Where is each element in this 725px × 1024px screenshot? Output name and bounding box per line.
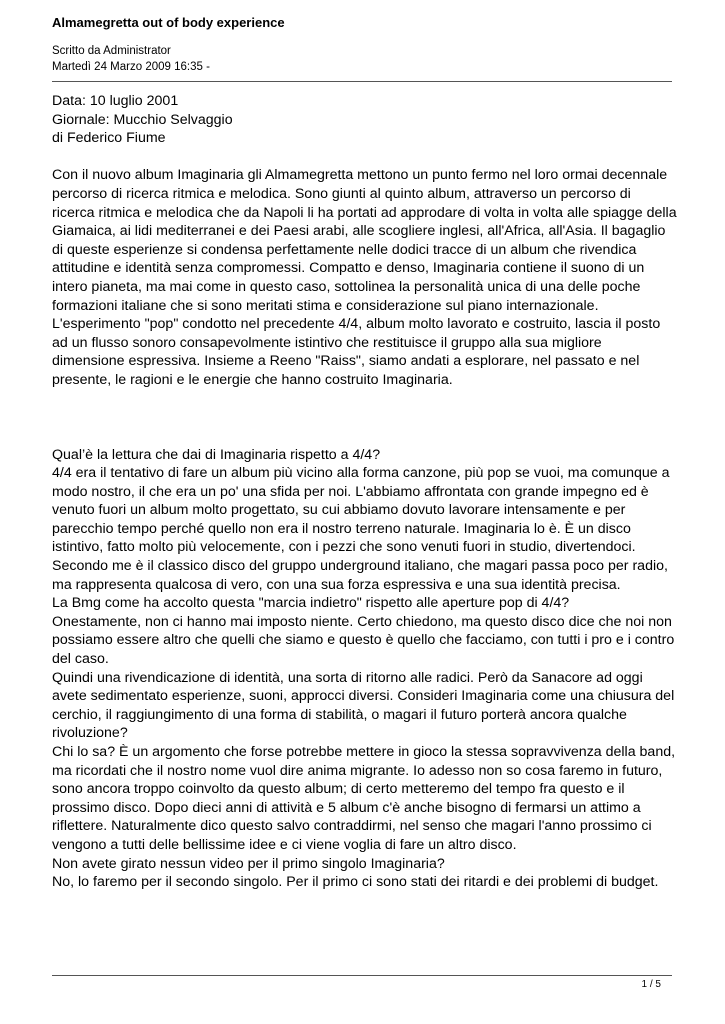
article-body — [52, 92, 677, 892]
article-date: Martedì 24 Marzo 2009 16:35 - — [52, 61, 210, 73]
article-meta — [52, 43, 672, 75]
answer-3: Chi lo sa? È un argomento che forse potrebbe mettere in gioco la stessa sopravvivenza della band, ma ricordati che il nostro nome vuol dire anima migrante. Io adesso non so cosa faremo in futuro, sono ancora troppo coinvolto da questo album; di certo metteremo del tempo fra questo e il prossimo disco. Dopo dieci anni di attività e 5 album c'è anche bisogno di fermarsi un attimo a riflettere. Naturalmente dico questo salvo contraddirmi, nel senso che magari l'anno prossimo ci vengono a tutti delle bellissime idee e ci viene voglia di fare un altro disco. — [52, 744, 676, 853]
intro-journal: Giornale: Mucchio Selvaggio — [52, 111, 233, 128]
section-spacer — [52, 390, 677, 446]
document-header — [52, 14, 672, 75]
intro-author: di Federico Fiume — [52, 130, 166, 147]
article-title: Almamegretta out of body experience — [52, 15, 285, 30]
answer-1: 4/4 era il tentativo di fare un album più vicino alla forma canzone, più pop se vuoi, ma comunque a modo nostro, il che era un po' una sfida per noi. L'abbiamo affrontata con grande impegno ed è venuto fuori un album molto progettato, su cui abbiamo dovuto lavorare intensamente e per parecchio tempo perché quello non era il nostro terreno naturale. Imaginaria lo è. È un disco istintivo, fatto molto più velocemente, con i pezzi che sono venuti fuori in studio, divertendoci. Secondo me è il classico disco del gruppo underground italiano, che magari passa poco per radio, ma rappresenta qualcosa di vero, con una sua forza espressiva e una sua identità precisa. — [52, 465, 670, 593]
header-divider — [52, 81, 672, 82]
answer-2: Onestamente, non ci hanno mai imposto niente. Certo chiedono, ma questo disco dice che noi non possiamo essere altro che quelli che siamo e questo è quello che facciamo, con tutti i pro e i contro del caso. — [52, 613, 675, 668]
question-1: Qual’è la lettura che dai di Imaginaria rispetto a 4/4? — [52, 446, 381, 463]
article-author: Scritto da Administrator — [52, 45, 171, 57]
footer-divider — [52, 975, 672, 976]
intro-date: Data: 10 luglio 2001 — [52, 93, 179, 109]
question-3: Quindi una rivendicazione di identità, una sorta di ritorno alle radici. Però da Sanacore ad oggi avete sedimentato esperienze, suoni, approcci diversi. Consideri Imaginaria come una chiusura del cerchio, il raggiungimento di una forma di stabilità, o magari il futuro porterà ancora qualche rivoluzione? — [52, 669, 675, 742]
lead-paragraph: Con il nuovo album Imaginaria gli Almamegretta mettono un punto fermo nel loro ormai decennale percorso di ricerca ritmica e melodica. Sono giunti al quinto album, attraverso un percorso di ricerca ritmica e melodica che da Napoli li ha portati ad approdare di volta in volta alle spiagge della Giamaica, ai lidi mediterranei e dei Paesi arabi, alle scogliere inglesi, all'Africa, all'Asia. Il bagaglio di queste esperienze si condensa perfettamente nelle dodici tracce di un album che rivendica attitudine e identità senza compromessi. Compatto e denso, Imaginaria contiene il suono di un intero pianeta, ma mai come in questo caso, sottolinea la personalità unica di una delle poche formazioni italiane che si sono meritati stima e considerazione sul piano internazionale. L'esperimento "pop" condotto nel precedente 4/4, album molto lavorato e costruito, lascia il posto ad un flusso sonoro consapevolmente istintivo che restituisce il gruppo alla sua migliore dimensione espressiva. Insieme a Reeno "Raiss", siamo andati a esplorare, nel passato e nel presente, le ragioni e le energie che hanno costruito Imaginaria. — [52, 167, 677, 388]
answer-4: No, lo faremo per il secondo singolo. Per il primo ci sono stati dei ritardi e dei problemi di budget. — [52, 874, 659, 891]
paragraph-spacer — [52, 148, 677, 167]
page-number: 1 / 5 — [641, 979, 661, 990]
question-2: La Bmg come ha accolto questa "marcia indietro" rispetto alle aperture pop di 4/4? — [52, 595, 570, 612]
question-4: Non avete girato nessun video per il primo singolo Imaginaria? — [52, 855, 445, 872]
